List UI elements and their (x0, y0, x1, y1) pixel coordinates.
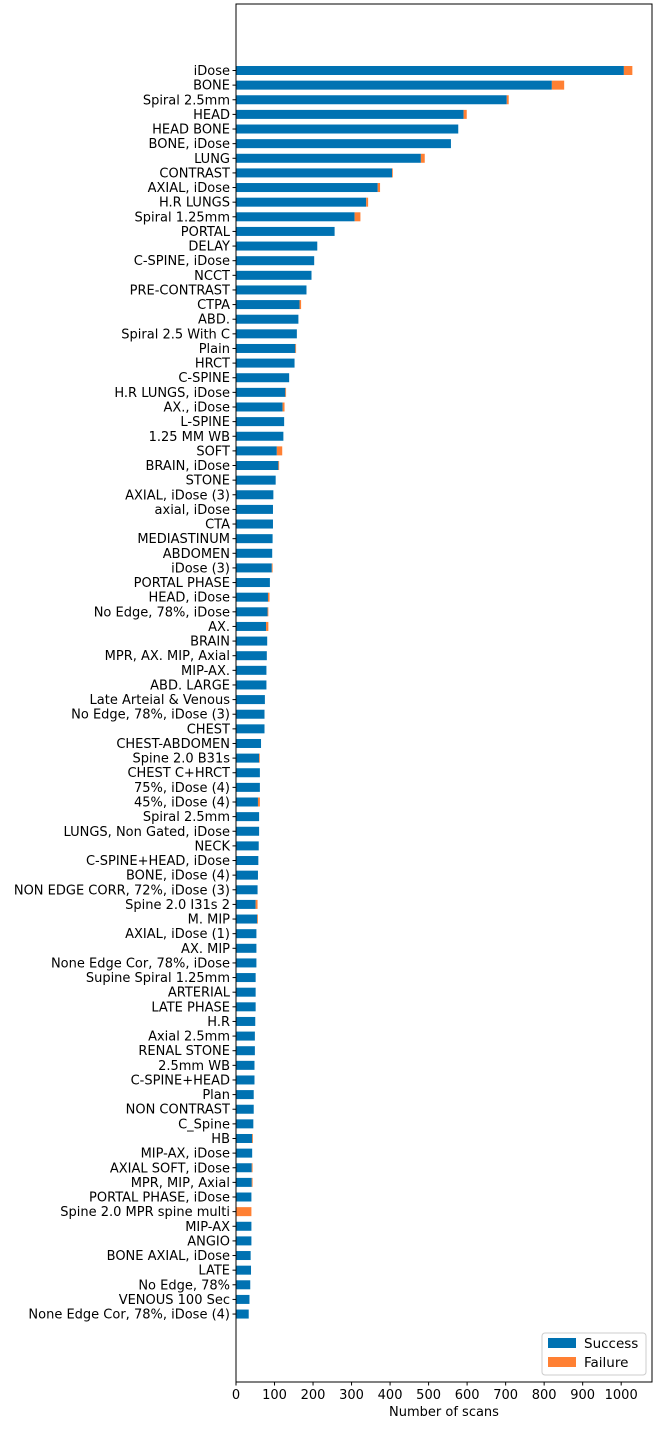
y-tick-label: BONE AXIAL, iDose (106, 1249, 230, 1265)
bar-failure (266, 622, 268, 631)
bar-failure (268, 607, 269, 616)
y-tick-label: PORTAL (180, 224, 230, 240)
bar-failure (278, 461, 279, 470)
bar-success (236, 534, 273, 543)
bar-failure (392, 168, 393, 177)
x-axis (232, 1382, 638, 1403)
y-tick-label: 1.25 MM WB (148, 429, 230, 445)
bar-success (236, 432, 283, 441)
bar-success (236, 871, 258, 880)
bar-success (236, 300, 300, 309)
y-tick-label: ABD. (198, 312, 230, 328)
y-tick-label: PORTAL PHASE (133, 576, 230, 592)
bar-success (236, 256, 314, 265)
y-tick-label: VENOUS 100 Sec (118, 1292, 230, 1308)
bar-success (236, 81, 552, 90)
bar-success (236, 754, 259, 763)
bar-success (236, 359, 295, 368)
bar-success (236, 139, 451, 148)
y-tick-label: STONE (185, 473, 230, 489)
bar-success (236, 929, 256, 938)
y-tick-label: HEAD (193, 107, 230, 123)
y-tick-label: ABD. LARGE (150, 678, 230, 694)
bar-success (236, 1193, 251, 1202)
y-tick-label: NECK (194, 839, 230, 855)
bar-success (236, 1149, 252, 1158)
x-tick-label: 600 (454, 1388, 480, 1403)
x-tick-label: 100 (262, 1388, 287, 1403)
y-tick-label: C_Spine (178, 1117, 230, 1133)
bar-success (236, 125, 458, 134)
x-tick-label: 500 (416, 1388, 442, 1403)
bar-success (236, 651, 267, 660)
y-tick-label: Plan (202, 1088, 230, 1104)
y-tick-label: C-SPINE, iDose (133, 254, 230, 270)
y-tick-label: AXIAL, iDose (147, 181, 230, 197)
bar-success (236, 973, 256, 982)
plot-frame (236, 4, 652, 1382)
bars-layer (236, 66, 632, 1319)
bar-success (236, 1061, 254, 1070)
bar-failure (259, 754, 260, 763)
y-tick-label: HEAD BONE (152, 122, 230, 138)
bar-success (236, 520, 273, 529)
legend-label-failure: Failure (584, 1355, 629, 1371)
bar-success (236, 1295, 249, 1304)
bar-success (236, 885, 258, 894)
bar-success (236, 1119, 253, 1128)
bar-success (236, 461, 278, 470)
legend-label-success: Success (584, 1336, 639, 1352)
y-tick-label: iDose (3) (171, 561, 230, 577)
y-tick-label: NON EDGE CORR, 72%, iDose (3) (13, 883, 230, 899)
legend-swatch-success (548, 1338, 576, 1348)
bar-failure (283, 402, 285, 411)
bar-failure (252, 1134, 253, 1143)
x-tick-label: 300 (339, 1388, 364, 1403)
y-tick-label: AX. MIP (181, 941, 230, 957)
bar-success (236, 739, 261, 748)
bar-success (236, 329, 297, 338)
y-tick-label: MPR, AX. MIP, Axial (104, 649, 230, 665)
bar-success (236, 1105, 254, 1114)
y-tick-label: MIP-AX. (181, 663, 230, 679)
bar-success (236, 563, 272, 572)
bar-success (236, 1090, 254, 1099)
y-tick-label: ANGIO (187, 1234, 230, 1250)
bar-success (236, 476, 276, 485)
legend-swatch-failure (548, 1357, 576, 1367)
y-tick-label: Spiral 2.5mm (142, 810, 230, 826)
bar-failure (464, 110, 467, 119)
y-tick-label: None Edge Cor, 78%, iDose (4) (28, 1307, 230, 1323)
bar-success (236, 1178, 252, 1187)
bar-success (236, 388, 285, 397)
y-tick-label: Plain (198, 341, 230, 357)
bar-success (236, 110, 464, 119)
y-tick-label: Spiral 1.25mm (134, 210, 230, 226)
y-tick-label: LUNG (194, 151, 230, 167)
bar-success (236, 154, 421, 163)
y-tick-label: MPR, MIP, Axial (130, 1175, 230, 1191)
y-tick-label: RENAL STONE (138, 1044, 230, 1060)
y-tick-label: AXIAL, iDose (1) (125, 927, 230, 943)
bar-failure (236, 1207, 251, 1216)
y-tick-label: HB (211, 1131, 230, 1147)
y-tick-label: HRCT (194, 356, 230, 372)
bar-success (236, 212, 355, 221)
y-tick-label: MIP-AX, iDose (140, 1146, 230, 1162)
y-tick-label: C-SPINE+HEAD (130, 1073, 230, 1089)
bar-failure (624, 66, 632, 75)
y-tick-label: C-SPINE+HEAD, iDose (85, 854, 230, 870)
y-tick-label: No Edge, 78%, iDose (3) (71, 707, 230, 723)
y-tick-label: MEDIASTINUM (137, 532, 230, 548)
bar-success (236, 95, 507, 104)
bar-failure (268, 593, 270, 602)
bar-failure (285, 388, 286, 397)
bar-success (236, 1075, 254, 1084)
y-tick-label: AX., iDose (163, 400, 230, 416)
bar-success (236, 446, 277, 455)
bar-success (236, 242, 317, 251)
bar-success (236, 695, 265, 704)
bar-success (236, 1002, 256, 1011)
bar-success (236, 724, 265, 733)
y-tick-label: LUNGS, Non Gated, iDose (63, 824, 230, 840)
bar-success (236, 827, 259, 836)
bar-failure (258, 798, 260, 807)
y-tick-label: Spine 2.0 I31s 2 (125, 897, 230, 913)
bar-success (236, 1236, 251, 1245)
bar-success (236, 549, 272, 558)
bar-failure (256, 900, 258, 909)
y-tick-label: LATE (198, 1263, 230, 1279)
bar-failure (257, 915, 258, 924)
y-tick-label: H.R (207, 1014, 230, 1030)
y-tick-label: NON CONTRAST (125, 1102, 230, 1118)
y-tick-label: PORTAL PHASE, iDose (89, 1190, 230, 1206)
y-tick-label: CONTRAST (159, 166, 230, 182)
bar-success (236, 622, 266, 631)
y-tick-label: Supine Spiral 1.25mm (85, 971, 230, 987)
bar-failure (252, 1178, 253, 1187)
bar-success (236, 812, 259, 821)
y-tick-label: No Edge, 78% (138, 1278, 230, 1294)
bar-failure (355, 212, 361, 221)
bar-success (236, 944, 256, 953)
y-tick-label: ARTERIAL (167, 985, 230, 1001)
bar-failure (507, 95, 509, 104)
bar-success (236, 271, 311, 280)
bar-success (236, 1032, 255, 1041)
y-tick-label: Late Arteial & Venous (89, 693, 230, 709)
y-tick-label: H.R LUNGS, iDose (114, 385, 230, 401)
y-tick-label: iDose (193, 64, 230, 79)
x-tick-label: 0 (231, 1388, 241, 1403)
y-tick-label: BRAIN, iDose (145, 459, 230, 475)
y-tick-label: PRE-CONTRAST (129, 283, 230, 299)
y-tick-label: AX. (208, 619, 230, 635)
bar-success (236, 198, 366, 207)
bar-success (236, 402, 283, 411)
bar-success (236, 505, 273, 514)
y-tick-label: 2.5mm WB (158, 1058, 230, 1074)
bar-success (236, 915, 257, 924)
y-tick-label: HEAD, iDose (148, 590, 230, 606)
y-tick-label: Spine 2.0 B31s (132, 751, 230, 767)
bar-success (236, 373, 289, 382)
bar-success (236, 841, 259, 850)
y-tick-label: 45%, iDose (4) (133, 795, 230, 811)
bar-failure (272, 563, 273, 572)
bar-failure (300, 300, 302, 309)
bar-success (236, 1134, 252, 1143)
bar-failure (252, 1163, 253, 1172)
bar-success (236, 783, 260, 792)
bar-success (236, 1280, 250, 1289)
bar-success (236, 578, 270, 587)
bar-failure (366, 198, 368, 207)
bar-success (236, 768, 260, 777)
bar-success (236, 1017, 255, 1026)
y-tick-label: Spine 2.0 MPR spine multi (60, 1205, 230, 1221)
bar-success (236, 183, 378, 192)
y-tick-label: DELAY (188, 239, 230, 255)
y-tick-label: CHEST (186, 722, 230, 738)
x-tick-label: 1000 (604, 1388, 638, 1403)
x-tick-label: 700 (493, 1388, 519, 1403)
bar-success (236, 1046, 255, 1055)
bar-success (236, 637, 267, 646)
y-tick-label: axial, iDose (154, 502, 230, 518)
y-tick-label: H.R LUNGS (158, 195, 230, 211)
bar-success (236, 1163, 252, 1172)
y-tick-label: Spiral 2.5 With C (121, 327, 230, 343)
bar-success (236, 66, 624, 75)
y-tick-label: M. MIP (187, 912, 230, 928)
bar-success (236, 900, 256, 909)
bar-success (236, 958, 256, 967)
bar-failure (552, 81, 564, 90)
bar-success (236, 856, 258, 865)
bar-success (236, 168, 392, 177)
y-axis-tick-labels (14, 64, 236, 1323)
y-tick-label: ABDOMEN (162, 546, 230, 562)
y-tick-label: BRAIN (190, 634, 230, 650)
x-tick-label: 800 (531, 1388, 557, 1403)
legend (542, 1333, 646, 1375)
bar-success (236, 666, 266, 675)
x-tick-label: 400 (377, 1388, 403, 1403)
y-tick-label: LATE PHASE (151, 1000, 230, 1016)
y-tick-label: AXIAL, iDose (3) (125, 488, 230, 504)
bar-success (236, 285, 306, 294)
bar-success (236, 1310, 249, 1319)
bar-success (236, 490, 273, 499)
bar-success (236, 1222, 251, 1231)
bar-success (236, 798, 258, 807)
bar-success (236, 1251, 251, 1260)
y-tick-label: BONE (193, 78, 230, 94)
bar-success (236, 227, 335, 236)
y-tick-label: Spiral 2.5mm (142, 93, 230, 109)
bar-success (236, 417, 284, 426)
bar-failure (295, 344, 296, 353)
y-tick-label: No Edge, 78%, iDose (93, 605, 230, 621)
bar-success (236, 680, 266, 689)
y-tick-label: CHEST-ABDOMEN (116, 736, 230, 752)
y-tick-label: SOFT (196, 444, 230, 460)
y-tick-label: BONE, iDose (4) (125, 868, 230, 884)
x-tick-label: 900 (570, 1388, 596, 1403)
bar-success (236, 710, 265, 719)
bar-failure (421, 154, 425, 163)
y-tick-label: NCCT (194, 268, 230, 284)
bar-success (236, 315, 298, 324)
y-tick-label: Axial 2.5mm (148, 1029, 230, 1045)
x-axis-title: Number of scans (389, 1405, 499, 1420)
y-tick-label: None Edge Cor, 78%, iDose (50, 956, 230, 972)
bar-success (236, 607, 268, 616)
y-tick-label: CTPA (197, 298, 230, 314)
y-tick-label: L-SPINE (180, 415, 230, 431)
bar-success (236, 593, 268, 602)
y-tick-label: CHEST C+HRCT (127, 766, 230, 782)
bar-success (236, 344, 295, 353)
y-tick-label: BONE, iDose (148, 137, 230, 153)
bar-success (236, 988, 256, 997)
bar-success (236, 1266, 251, 1275)
bar-failure (378, 183, 380, 192)
y-tick-label: 75%, iDose (4) (133, 780, 230, 796)
x-tick-label: 200 (300, 1388, 326, 1403)
y-tick-label: AXIAL SOFT, iDose (109, 1161, 230, 1177)
y-tick-label: MIP-AX (185, 1219, 230, 1235)
y-tick-label: CTA (205, 517, 230, 533)
bar-failure (277, 446, 282, 455)
y-tick-label: C-SPINE (178, 371, 230, 387)
